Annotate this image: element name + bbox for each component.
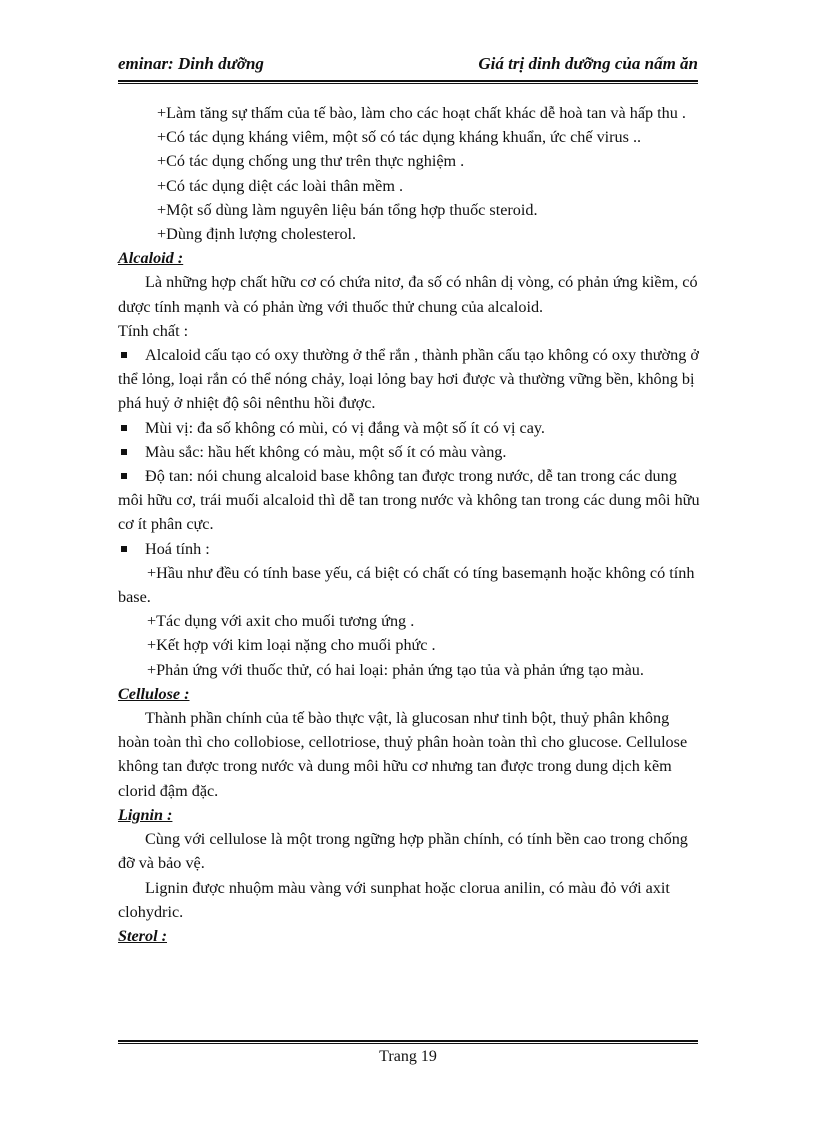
section-heading-alcaloid: Alcaloid : xyxy=(118,249,184,268)
page-header xyxy=(118,52,698,78)
bullet-item xyxy=(118,343,700,416)
section-heading-lignin: Lignin : xyxy=(118,805,173,824)
header-rule xyxy=(118,80,698,84)
bullet-item xyxy=(118,416,700,440)
bullet-item xyxy=(118,537,700,561)
paragraph: +Phản ứng với thuốc thử, có hai loại: phản ứng tạo tủa và phản ứng tạo màu. xyxy=(147,660,644,679)
bullet-square-icon xyxy=(121,473,127,479)
bullet-item xyxy=(118,440,700,464)
bullet-text: Hoá tính : xyxy=(145,539,210,558)
paragraph: +Có tác dụng kháng viêm, một số có tác dụng kháng khuẩn, ức chế virus .. xyxy=(157,128,642,147)
bullet-item xyxy=(118,464,700,537)
paragraph: +Hầu như đều có tính base yếu, cá biệt có chất có tíng basemạnh hoặc không có tính base. xyxy=(118,563,695,607)
header-right-title: Giá trị dinh dưỡng của nấm ăn xyxy=(478,54,698,73)
page-number: Trang 19 xyxy=(379,1048,437,1065)
bullet-square-icon xyxy=(121,425,127,431)
paragraph: +Tác dụng với axit cho muối tương ứng . xyxy=(147,612,415,631)
bullet-square-icon xyxy=(121,546,127,552)
bullet-text: Alcaloid cấu tạo có oxy thường ở thể rắn , thành phần cấu tạo không có oxy thường ở thể lỏng, loại rắn có thể nóng chảy, loại lỏng bay hơi được và thường vững bền, không bị phá huỷ ở nhiệt độ sôi nênthu hồi được. xyxy=(118,346,699,413)
header-left-title: eminar: Dinh dưỡng xyxy=(118,54,264,73)
footer-rule xyxy=(118,1040,698,1044)
paragraph: +Dùng định lượng cholesterol. xyxy=(157,225,357,244)
paragraph: Tính chất : xyxy=(118,321,189,340)
paragraph: +Kết hợp với kim loại nặng cho muối phức . xyxy=(147,636,436,655)
paragraph: Lignin được nhuộm màu vàng với sunphat hoặc clorua anilin, có màu đỏ với axit clohydric. xyxy=(118,878,670,921)
bullet-text: Mùi vị: đa số không có mùi, có vị đắng và một số ít có vị cay. xyxy=(145,418,545,437)
paragraph: +Có tác dụng chống ung thư trên thực nghiệm . xyxy=(157,152,465,171)
paragraph: Cùng với cellulose là một trong ngững hợp phần chính, có tính bền cao trong chống đỡ và bảo vệ. xyxy=(118,830,688,873)
section-heading-sterol: Sterol : xyxy=(118,926,168,945)
section-heading-cellulose: Cellulose : xyxy=(118,684,190,703)
page-body xyxy=(118,101,700,948)
bullet-square-icon xyxy=(121,449,127,455)
paragraph: +Một số dùng làm nguyên liệu bán tổng hợp thuốc steroid. xyxy=(157,200,538,219)
paragraph: +Có tác dụng diệt các loài thân mềm . xyxy=(157,176,404,195)
paragraph: Là những hợp chất hữu cơ có chứa nitơ, đa số có nhân dị vòng, có phản ứng kiềm, có dược tính mạnh và có phản ừng với thuốc thử chung của alcaloid. xyxy=(118,273,698,316)
bullet-text: Màu sắc: hầu hết không có màu, một số ít có màu vàng. xyxy=(145,442,507,461)
paragraph: +Làm tăng sự thấm của tế bào, làm cho các hoạt chất khác dễ hoà tan và hấp thu . xyxy=(157,104,686,122)
paragraph: Thành phần chính của tế bào thực vật, là glucosan như tinh bột, thuỷ phân không hoàn toàn thì cho collobiose, cellotriose, thuỷ phân hoàn toàn thì cho glucose. Cellulose không tan được trong nước và dung môi hữu cơ nhưng tan được trong dung dịch kẽm clorid đậm đặc. xyxy=(118,709,688,800)
bullet-text: Độ tan: nói chung alcaloid base không tan được trong nước, dễ tan trong các dung môi hữu cơ, trái muối alcaloid thì dễ tan trong nước và không tan trong các dung môi hữu cơ ít phân cực. xyxy=(118,467,700,534)
bullet-square-icon xyxy=(121,352,127,358)
